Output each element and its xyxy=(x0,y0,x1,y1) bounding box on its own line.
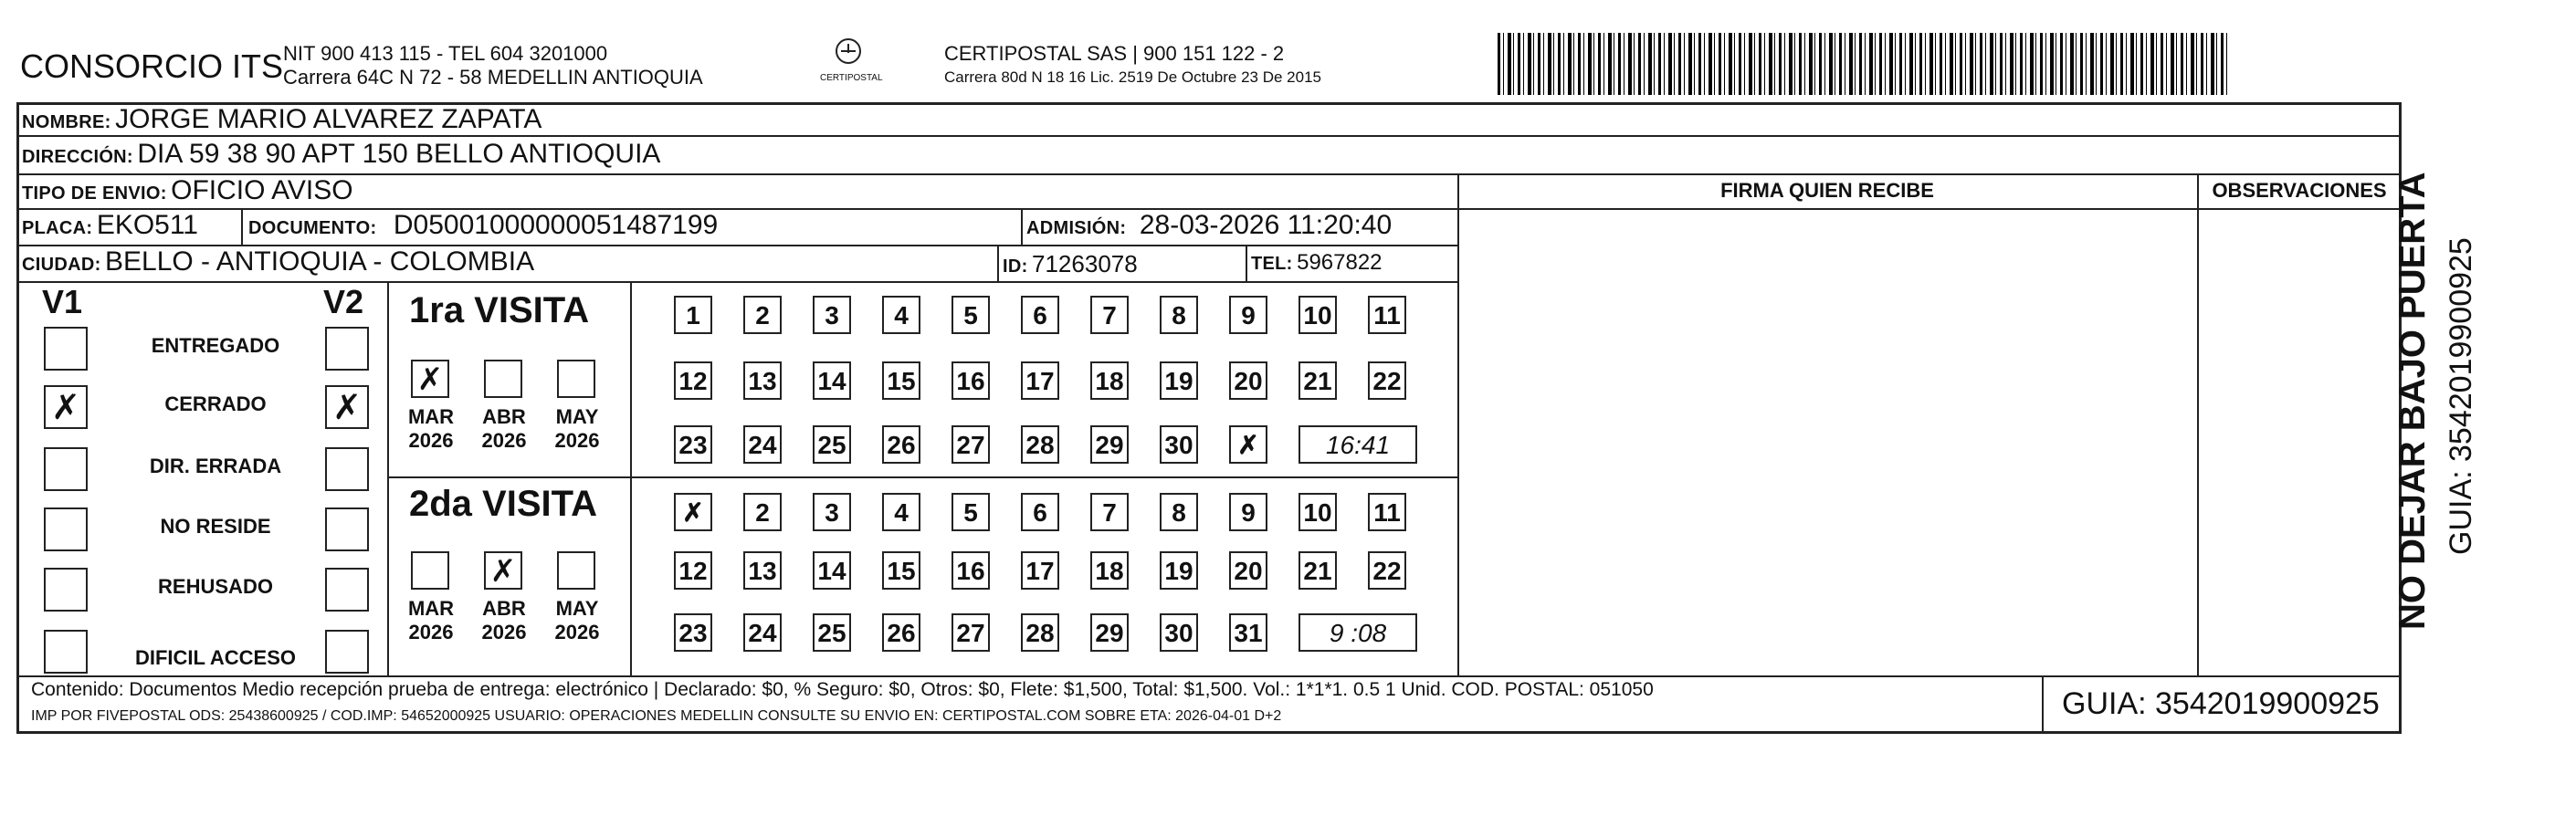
year-label: 2026 xyxy=(408,621,454,643)
year-label: 2026 xyxy=(554,429,600,452)
v1-checkbox[interactable] xyxy=(44,568,88,612)
status-label: DIFICIL ACCESO xyxy=(134,646,296,669)
id-value: 71263078 xyxy=(1032,250,1138,277)
v2-header: V2 xyxy=(323,283,364,320)
month-label: MAY xyxy=(555,405,599,428)
month-checkbox[interactable] xyxy=(557,360,595,398)
day-box[interactable]: 22 xyxy=(1368,361,1406,400)
placa-value: EKO511 xyxy=(96,210,198,240)
day-box[interactable]: 28 xyxy=(1021,425,1059,464)
day-box[interactable]: 17 xyxy=(1021,551,1059,590)
v2-checkbox[interactable] xyxy=(325,507,369,551)
barcode xyxy=(1498,33,2228,95)
day-box[interactable]: 21 xyxy=(1299,361,1337,400)
logo-text: CERTIPOSTAL xyxy=(820,73,883,83)
month-checkbox[interactable] xyxy=(411,551,449,590)
documento-value: D05001000000051487199 xyxy=(393,210,719,240)
day-box[interactable]: 2 xyxy=(743,493,782,531)
day-box[interactable]: 29 xyxy=(1090,425,1129,464)
day-box[interactable]: 13 xyxy=(743,361,782,400)
day-box[interactable]: 30 xyxy=(1160,613,1198,652)
tipo-value: OFICIO AVISO xyxy=(171,175,353,205)
day-box[interactable]: 8 xyxy=(1160,493,1198,531)
v1-checkbox[interactable] xyxy=(44,327,88,371)
day-box[interactable]: 2 xyxy=(743,296,782,334)
day-box[interactable]: 23 xyxy=(674,425,712,464)
direccion-label: DIRECCIÓN: xyxy=(22,147,133,167)
month-label: ABR xyxy=(482,405,526,428)
side-warning: NO DEJAR BAJO PUERTA xyxy=(2392,172,2433,630)
day-box[interactable]: 19 xyxy=(1160,361,1198,400)
v2-checkbox[interactable] xyxy=(325,447,369,491)
day-box[interactable]: 25 xyxy=(813,425,851,464)
status-label: REHUSADO xyxy=(158,575,273,598)
direccion-value: DIA 59 38 90 APT 150 BELLO ANTIOQUIA xyxy=(137,139,661,169)
day-box[interactable]: 4 xyxy=(882,296,920,334)
nombre-value: JORGE MARIO ALVAREZ ZAPATA xyxy=(115,104,542,134)
certipostal-nit: CERTIPOSTAL SAS | 900 151 122 - 2 xyxy=(944,42,1285,65)
tipo-row xyxy=(22,175,353,206)
v1-header: V1 xyxy=(42,283,83,320)
month-checkbox[interactable]: ✗ xyxy=(484,551,522,590)
day-box[interactable]: 24 xyxy=(743,613,782,652)
day-box[interactable]: 22 xyxy=(1368,551,1406,590)
status-label: NO RESIDE xyxy=(160,515,271,538)
day-box[interactable]: 10 xyxy=(1299,296,1337,334)
v1-checkbox[interactable]: ✗ xyxy=(44,385,88,429)
day-box[interactable]: 15 xyxy=(882,551,920,590)
day-box[interactable]: 6 xyxy=(1021,493,1059,531)
admision-row xyxy=(1026,210,1392,241)
day-box[interactable]: 30 xyxy=(1160,425,1198,464)
placa-label: PLACA: xyxy=(22,218,93,238)
day-box[interactable]: 13 xyxy=(743,551,782,590)
day-box[interactable]: ✗ xyxy=(1229,425,1267,464)
month-checkbox[interactable] xyxy=(484,360,522,398)
admision-label: ADMISIÓN: xyxy=(1026,218,1127,238)
month-label: MAY xyxy=(555,597,599,620)
tipo-label: TIPO DE ENVIO: xyxy=(22,183,167,204)
footer-contenido: Contenido: Documentos Medio recepción prueba de entrega: electrónico | Declarado: $0, % Seguro: $0, Otros: $0, Flete: $1,500, Total: $1,500. Vol.: 1*1*1. 0.5 1 Unid. COD. POSTAL: 051050 xyxy=(31,679,1654,700)
nombre-label: NOMBRE: xyxy=(22,112,111,132)
day-box[interactable]: 14 xyxy=(813,361,851,400)
day-box[interactable]: 31 xyxy=(1229,613,1267,652)
company-nit: NIT 900 413 115 - TEL 604 3201000 xyxy=(283,42,608,65)
day-box[interactable]: 4 xyxy=(882,493,920,531)
day-box[interactable]: ✗ xyxy=(674,493,712,531)
v1-checkbox[interactable] xyxy=(44,630,88,674)
ciudad-row xyxy=(22,246,534,277)
month-label: ABR xyxy=(482,597,526,620)
day-box[interactable]: 11 xyxy=(1368,296,1406,334)
day-box[interactable]: 7 xyxy=(1090,296,1129,334)
day-box[interactable]: 18 xyxy=(1090,361,1129,400)
day-box[interactable]: 14 xyxy=(813,551,851,590)
day-box[interactable]: 21 xyxy=(1299,551,1337,590)
month-checkbox[interactable] xyxy=(557,551,595,590)
day-box[interactable]: 25 xyxy=(813,613,851,652)
day-box[interactable]: 12 xyxy=(674,551,712,590)
company-address: Carrera 64C N 72 - 58 MEDELLIN ANTIOQUIA xyxy=(283,66,703,89)
day-box[interactable]: 9 xyxy=(1229,493,1267,531)
day-box[interactable]: 20 xyxy=(1229,361,1267,400)
certipostal-address: Carrera 80d N 18 16 Lic. 2519 De Octubre 23 De 2015 xyxy=(944,68,1321,86)
footer-guia: GUIA: 3542019900925 xyxy=(2062,686,2380,721)
footer-imp: IMP POR FIVEPOSTAL ODS: 25438600925 / COD.IMP: 54652000925 USUARIO: OPERACIONES MEDELLIN CONSULTE SU ENVIO EN: CERTIPOSTAL.COM SOBRE ETA: 2026-04-01 D+2 xyxy=(31,708,1282,724)
documento-label: DOCUMENTO: xyxy=(248,218,377,238)
day-box[interactable]: 23 xyxy=(674,613,712,652)
day-box[interactable]: 19 xyxy=(1160,551,1198,590)
time-box: 9 :08 xyxy=(1299,613,1417,652)
month-checkbox[interactable]: ✗ xyxy=(411,360,449,398)
tel-label: TEL: xyxy=(1251,254,1293,274)
year-label: 2026 xyxy=(554,621,600,643)
v2-checkbox[interactable] xyxy=(325,327,369,371)
direccion-row xyxy=(22,139,660,170)
nombre-row xyxy=(22,104,541,135)
v1-checkbox[interactable] xyxy=(44,507,88,551)
visit2-title: 2da VISITA xyxy=(409,484,597,524)
day-box[interactable]: 24 xyxy=(743,425,782,464)
day-box[interactable]: 26 xyxy=(882,613,920,652)
year-label: 2026 xyxy=(408,429,454,452)
id-label: ID: xyxy=(1003,256,1028,277)
day-box[interactable]: 18 xyxy=(1090,551,1129,590)
day-box[interactable]: 5 xyxy=(952,493,990,531)
status-label: ENTREGADO xyxy=(151,334,280,357)
day-box[interactable]: 3 xyxy=(813,296,851,334)
admision-value: 28-03-2026 11:20:40 xyxy=(1139,210,1393,240)
id-row xyxy=(1003,250,1138,278)
day-box[interactable]: 16 xyxy=(952,361,990,400)
day-box[interactable]: 28 xyxy=(1021,613,1059,652)
day-box[interactable]: 10 xyxy=(1299,493,1337,531)
ciudad-value: BELLO - ANTIOQUIA - COLOMBIA xyxy=(105,246,535,277)
day-box[interactable]: 6 xyxy=(1021,296,1059,334)
company-name: CONSORCIO ITS xyxy=(20,47,284,85)
placa-row xyxy=(22,210,198,241)
day-box[interactable]: 8 xyxy=(1160,296,1198,334)
day-box[interactable]: 20 xyxy=(1229,551,1267,590)
ciudad-label: CIUDAD: xyxy=(22,255,101,275)
year-label: 2026 xyxy=(481,621,527,643)
time-box: 16:41 xyxy=(1299,425,1417,464)
day-box[interactable]: 7 xyxy=(1090,493,1129,531)
day-box[interactable]: 12 xyxy=(674,361,712,400)
certipostal-logo-icon xyxy=(827,37,869,73)
v2-checkbox[interactable] xyxy=(325,630,369,674)
side-guia: GUIA: 3542019900925 xyxy=(2444,237,2478,555)
v2-checkbox[interactable] xyxy=(325,568,369,612)
day-box[interactable]: 27 xyxy=(952,613,990,652)
documento-row xyxy=(248,210,718,241)
tel-row xyxy=(1251,250,1383,276)
day-box[interactable]: 5 xyxy=(952,296,990,334)
day-box[interactable]: 9 xyxy=(1229,296,1267,334)
tel-value: 5967822 xyxy=(1297,250,1383,275)
month-label: MAR xyxy=(407,405,455,428)
day-box[interactable]: 11 xyxy=(1368,493,1406,531)
day-box[interactable]: 16 xyxy=(952,551,990,590)
day-box[interactable]: 26 xyxy=(882,425,920,464)
year-label: 2026 xyxy=(481,429,527,452)
v1-checkbox[interactable] xyxy=(44,447,88,491)
firma-header: FIRMA QUIEN RECIBE xyxy=(1720,179,1934,202)
day-box[interactable]: 15 xyxy=(882,361,920,400)
day-box[interactable]: 29 xyxy=(1090,613,1129,652)
status-label: CERRADO xyxy=(164,392,267,415)
visit1-title: 1ra VISITA xyxy=(409,290,590,330)
day-box[interactable]: 1 xyxy=(674,296,712,334)
v2-checkbox[interactable]: ✗ xyxy=(325,385,369,429)
status-label: DIR. ERRADA xyxy=(149,455,282,477)
day-box[interactable]: 27 xyxy=(952,425,990,464)
month-label: MAR xyxy=(407,597,455,620)
day-box[interactable]: 3 xyxy=(813,493,851,531)
observaciones-header: OBSERVACIONES xyxy=(2212,179,2387,202)
day-box[interactable]: 17 xyxy=(1021,361,1059,400)
